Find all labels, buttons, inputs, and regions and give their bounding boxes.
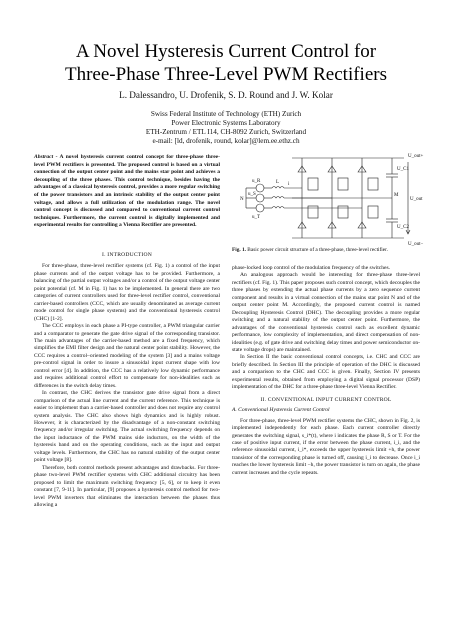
affiliation-line-1: Swiss Federal Institute of Technology (ETH) Zurich xyxy=(150,110,302,118)
figure-caption-label: Fig. 1. xyxy=(232,247,246,253)
affiliation-line-3: ETH-Zentrum / ETL I14, CH-8092 Zurich, Switzerland xyxy=(145,128,307,136)
figure-caption-text: Basic power circuit structure of a three-phase, three-level rectifier. xyxy=(245,247,388,253)
title-line-1: A Novel Hysteresis Current Control for xyxy=(75,41,377,62)
abstract-text: - A novel hysteresis current control concept for three-phase three-level PWM rectifiers is presented. The proposed control is based on a virtual connection of the output center point and the mains star point and achieves a decoupling of the three phases. This control technique, besides having the advantages of a classical hysteresis control, provides a more regular switching of the power transistors and an intrinsic stability of the output center point voltage, and allows a full utilization of the modulation range. The novel control concept is discussed and compared to conventional current control techniques. Furthermore, the current control is digitally implemented and experimental results for controlling a Vienna Rectifier are presented. xyxy=(34,154,220,229)
section-2-heading: II. CONVENTIONAL INPUT CURRENT CONTROL xyxy=(260,396,392,403)
label-ur: u_R xyxy=(252,179,261,184)
label-i: i xyxy=(288,182,290,187)
intro-heading: I. INTRODUCTION xyxy=(102,252,152,258)
figure-1-circuit xyxy=(232,150,424,247)
circuit-diagram xyxy=(232,150,424,247)
abstract-label: Abstract xyxy=(34,154,54,160)
abstract xyxy=(34,154,220,230)
left-column-body xyxy=(34,252,220,509)
author-list: L. Dalessandro, U. Drofenik, S. D. Round and J. W. Kolar xyxy=(119,90,333,100)
label-uc1: U_C1 xyxy=(397,167,409,172)
label-m: M xyxy=(394,193,399,198)
right-paragraph-3: In Section II the basic conventional control concepts, i.e. CHC and CCC are briefly described. In Section III the principle of operation of the DHC is discussed and a comparison to the CHC and CCC is given. Finally, Section IV presents experimental results, obtained from employing a digital signal processor (DSP) implementation of the DHC for a three-phase three-level Vienna Rectifier. xyxy=(232,354,420,391)
label-uout-plus: U_out+ xyxy=(408,154,424,159)
affiliation-line-4: e-mail: [ld, drofenik, round, kolar]@lem.ee.ethz.ch xyxy=(152,137,300,145)
affiliation xyxy=(0,110,452,146)
label-us: u_S xyxy=(248,192,256,197)
title-line-2: Three-Phase Three-Level PWM Rectifiers xyxy=(65,64,387,85)
figure-1-caption xyxy=(232,247,420,254)
label-uc2: U_C2 xyxy=(397,225,409,230)
right-paragraph-1: phase-locked loop control of the modulation frequency of the switches. xyxy=(232,265,391,271)
intro-paragraph-4: Therefore, both control methods present advantages and drawbacks. For three-phase two-level PWM rectifier systems with CHC additional circuitry has been proposed to limit the maximum switching frequency [5, 6], or to keep it even constant [7, 9-11]. In particular, [9] proposes a hysteresis control method for two-level PWM inverters that eliminates the interaction between the phases thus allowing a xyxy=(34,464,220,508)
label-l: L xyxy=(276,180,280,185)
intro-paragraph-1: For three-phase, three-level rectifier systems (cf. Fig. 1) a control of the input phase currents and of the output voltage has to be provided. Furthermore, a balancing of the partial output voltages and/or a control of the output voltage center point potential (cf. M in Fig. 1) has to be implemented. In general there are two categories of current controllers used for three-level rectifier control, conventional carrier-based controllers (CCC, which are usually denominated as average current mode control for single phase systems) and the conventional hysteresis control (CHC) [1-2]. xyxy=(34,263,220,322)
label-n: N xyxy=(240,197,244,202)
right-paragraph-2: An analogous approach would be interesting for three-phase three-level rectifiers (cf. Fig. 1). This paper proposes such control concept, which decouples the three phases by extending the actual phase currents by a zero sequence current component and results in a virtual connection of the mains star point N and of the output center point M. Accordingly, the proposed current control is named Decoupling Hysteresis Control (DHC). The decoupling provides a more regular switching and a natural stability of the output center point. Furthermore, the advantages of the conventional hysteresis control such as excellent dynamic performance, low complexity of implementation, and direct compensation of non-idealities (e.g. of gate drive and switching delay times and power semiconductor on-state voltage drops) are maintained. xyxy=(232,272,420,353)
section-2a-heading: A. Conventional Hysteresis Current Control xyxy=(232,407,330,414)
paper-title xyxy=(0,40,452,86)
label-uout-minus: U_out− xyxy=(408,242,424,247)
intro-paragraph-2: The CCC employs in each phase a PI-type controller, a PWM triangular carrier and a comparator to generate the gate drive signal of the corresponding transistor. The main advantages of the carrier-based method are a fixed frequency, which simplifies the EMI filter design and the natural center point stability. However, the CCC requires a control–oriented modeling of the system [3] and a mains voltage pre-control signal in order to insure a sinusoidal input current shape with low control error [4]. In addition, the CCC has a relatively low dynamic performance and requires additional control effort to compensate for non-idealities such as differences in the switch delay times. xyxy=(34,323,220,389)
intro-paragraph-3: In contrast, the CHC derives the transistor gate drive signal from a direct comparison of the actual line current and the current reference. This technique is easier to implement than a carrier-based controller and does not require any control system analysis. The CHC also shows high dynamics and is highly robust. However, it is characterized by the disadvantage of a non-constant switching frequency and/or irregular switching. The actual switching frequency depends on the input inductance of the PWM mains side inductors, on the width of the hysteresis band and on the operating conditions, such as the input and output voltage levels. Furthermore, the CHC has no natural stability of the output center point voltage [8]. xyxy=(34,390,220,464)
label-uout: U_out xyxy=(410,197,423,202)
section-2-paragraph-1: For three-phase, three-level PWM rectifier systems the CHC, shown in Fig. 2, is implemented independently for each phase. Each current controller directly generates the switching signal, s_i*(t), where i indicates the phase R, S or T. For the case of positive input current, if the error between the phase current, i_i, and the reference sinusoidal current, i_i*, exceeds the upper hysteresis limit +h, the power transistor of the corresponding phase is turned off, causing i_i to decrease. Once i_i reaches the lower hysteresis limit −h, the power transistor is turn on again, the phase current increases and the cycle repeats. xyxy=(232,417,420,476)
right-column-body xyxy=(232,265,420,477)
affiliation-line-2: Power Electronic Systems Laboratory xyxy=(171,119,281,127)
label-ut: u_T xyxy=(252,215,261,220)
